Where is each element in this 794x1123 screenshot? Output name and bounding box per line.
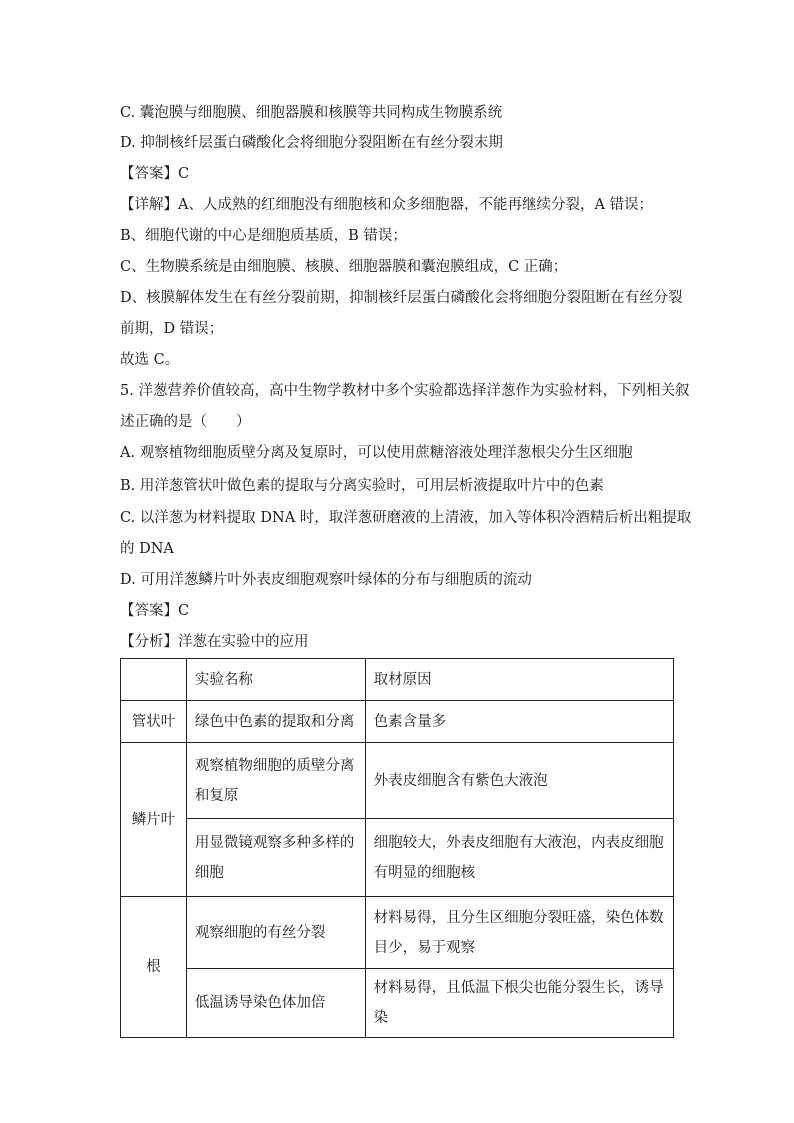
explanation-line: C、生物膜系统是由细胞膜、核膜、细胞器膜和囊泡膜组成，C 正确；	[120, 259, 568, 275]
option-c: C. 囊泡膜与细胞膜、细胞器膜和核膜等共同构成生物膜系统	[120, 105, 503, 121]
answer: 【答案】C	[120, 166, 190, 182]
option-c: 的 DNA	[120, 541, 174, 557]
table-cell-name: 用显微镜观察多种多样的细胞	[186, 819, 365, 897]
table-cell-part: 管状叶	[121, 701, 187, 743]
option-b: B. 用洋葱管状叶做色素的提取与分离实验时，可用层析液提取叶片中的色素	[120, 478, 604, 494]
table-row	[121, 743, 674, 819]
option-d: D. 抑制核纤层蛋白磷酸化会将细胞分裂阻断在有丝分裂末期	[120, 135, 503, 151]
analysis-heading: 【分析】洋葱在实验中的应用	[120, 634, 309, 650]
table-row	[121, 701, 674, 743]
table-row	[121, 969, 674, 1038]
explanation-line: 前期，D 错误；	[120, 321, 224, 337]
table-cell-name: 观察植物细胞的质壁分离和复原	[186, 743, 365, 819]
option-d: D. 可用洋葱鳞片叶外表皮细胞观察叶绿体的分布与细胞质的流动	[120, 572, 532, 588]
explanation-line: D、核膜解体发生在有丝分裂前期，抑制核纤层蛋白磷酸化会将细胞分裂阻断在有丝分裂	[120, 290, 683, 306]
table-cell-name: 低温诱导染色体加倍	[186, 969, 365, 1038]
table-cell-reason: 材料易得，且分生区细胞分裂旺盛，染色体数目少，易于观察	[365, 897, 673, 969]
answer: 【答案】C	[120, 603, 190, 619]
table-cell-name: 观察细胞的有丝分裂	[186, 897, 365, 969]
table-header-cell: 实验名称	[186, 659, 365, 701]
explanation-line: B、细胞代谢的中心是细胞质基质，B 错误；	[120, 228, 407, 244]
table-cell-name: 绿色中色素的提取和分离	[186, 701, 365, 743]
explanation-line: 【详解】A、人成熟的红细胞没有细胞核和众多细胞器，不能再继续分裂，A 错误；	[120, 197, 654, 213]
table-cell-reason: 色素含量多	[365, 701, 673, 743]
option-a: A. 观察植物细胞质壁分离及复原时，可以使用蔗糖溶液处理洋葱根尖分生区细胞	[120, 445, 633, 461]
table-header-cell: 取材原因	[365, 659, 673, 701]
table-cell-part: 鳞片叶	[121, 743, 187, 897]
table-row	[121, 819, 674, 897]
table-cell-reason: 外表皮细胞含有紫色大液泡	[365, 743, 673, 819]
question-stem: 5. 洋葱营养价值较高，高中生物学教材中多个实验都选择洋葱作为实验材料，下列相关叙	[120, 383, 690, 399]
table-row	[121, 897, 674, 969]
table-cell-reason: 材料易得，且低温下根尖也能分裂生长，诱导染	[365, 969, 673, 1038]
option-c: C. 以洋葱为材料提取 DNA 时，取洋葱研磨液的上清液，加入等体积冷酒精后析出粗提取	[120, 510, 692, 526]
onion-experiment-table	[120, 658, 674, 1038]
table-header-cell	[121, 659, 187, 701]
table-cell-part: 根	[121, 897, 187, 1038]
table-cell-reason: 细胞较大，外表皮细胞有大液泡，内表皮细胞有明显的细胞核	[365, 819, 673, 897]
explanation-line: 故选 C。	[120, 352, 180, 368]
table-header-row	[121, 659, 674, 701]
question-stem: 述正确的是（ ）	[120, 414, 251, 430]
